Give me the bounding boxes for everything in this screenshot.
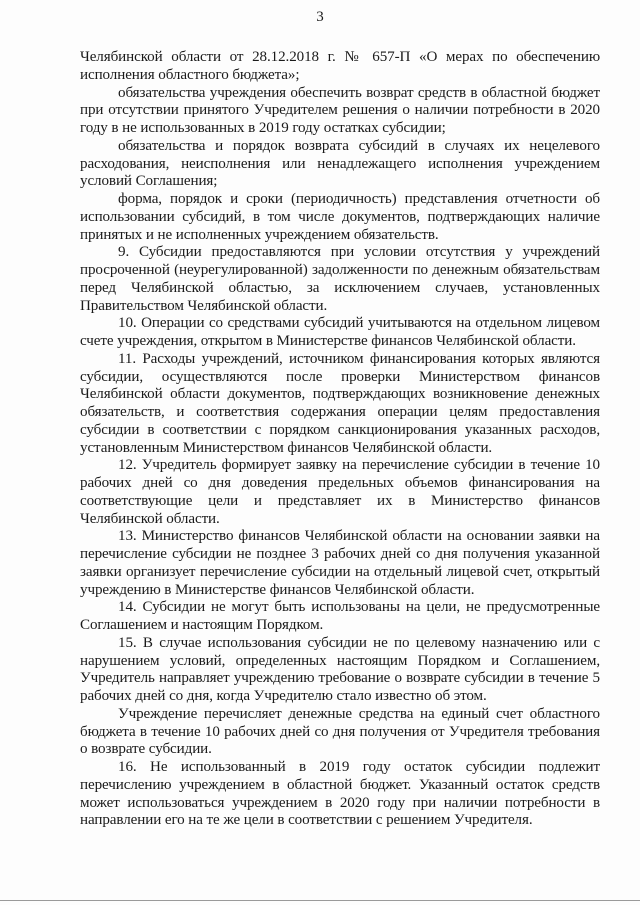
paragraph-item-14: 14. Субсидии не могут быть использованы на цели, не предусмотренные Соглашением и настоящим Порядком.: [80, 599, 600, 633]
paragraph-return-obligation: обязательства учреждения обеспечить возврат средств в областной бюджет при отсутствии принятого Учредителем решения о наличии потребности в 2020 году в не использованных в 2019 году остатках субсидии;: [80, 84, 600, 136]
paragraph-item-15-return: Учреждение перечисляет денежные средства на единый счет областного бюджета в течение 10 рабочих дней со дня получения от Учредителя требования о возврате субсидии.: [80, 705, 600, 758]
paragraph-item-11: 11. Расходы учреждений, источником финансирования которых являются субсидии, осуществляются после проверки Министерством финансов Челябинской области документов, подтверждающих возникновение денежных обязательств, и соответствия содержания операции целям предоставления субсидии в соответствии с порядком санкционирования указанных расходов, установленным Министерством финансов Челябинской области.: [80, 350, 600, 456]
paragraph-item-15: 15. В случае использования субсидии не по целевому назначению или с нарушением условий, определенных настоящим Порядком и Соглашением, Учредитель направляет учреждению требование о возврате субсидии в течение 5 рабочих дней со дня, когда Учредителю стало известно об этом.: [80, 634, 600, 704]
paragraph-item-16: 16. Не использованный в 2019 году остаток субсидии подлежит перечислению учреждением в областной бюджет. Указанный остаток средств может использоваться учреждением в 2020 году при наличии потребности в направлении его на те же цели в соответствии с решением Учредителя.: [80, 759, 600, 829]
page-bottom-edge: [0, 900, 640, 901]
paragraph-item-12: 12. Учредитель формирует заявку на перечисление субсидии в течение 10 рабочих дней со дня доведения предельных объемов финансирования на соответствующие цели и представляет их в Министерство финансов Челябинской области.: [80, 457, 600, 527]
paragraph-continuation: Челябинской области от 28.12.2018 г. № 657-П «О мерах по обеспечению исполнения областного бюджета»;: [80, 49, 600, 83]
page-number: 3: [316, 9, 324, 25]
paragraph-item-9: 9. Субсидии предоставляются при условии отсутствия у учреждений просроченной (неурегулированной) задолженности по денежным обязательствам перед Челябинской областью, за исключением случаев, установленных Правительством Челябинской области.: [80, 244, 600, 314]
paragraph-reporting: форма, порядок и сроки (периодичность) представления отчетности об использовании субсидий, в том числе документов, подтверждающих наличие принятых и не исполненных учреждением обязательств.: [80, 191, 600, 243]
document-body: [80, 49, 600, 830]
paragraph-return-procedure: обязательства и порядок возврата субсидий в случаях их нецелевого расходования, неисполнения или ненадлежащего исполнения учреждением условий Соглашения;: [80, 137, 600, 190]
paragraph-item-13: 13. Министерство финансов Челябинской области на основании заявки на перечисление субсидии не позднее 3 рабочих дней со дня получения указанной заявки организует перечисление субсидии на отдельный лицевой счет, открытый учреждению в Министерстве финансов Челябинской области.: [80, 528, 600, 598]
paragraph-item-10: 10. Операции со средствами субсидий учитываются на отдельном лицевом счете учреждения, открытом в Министерстве финансов Челябинской области.: [80, 315, 600, 349]
